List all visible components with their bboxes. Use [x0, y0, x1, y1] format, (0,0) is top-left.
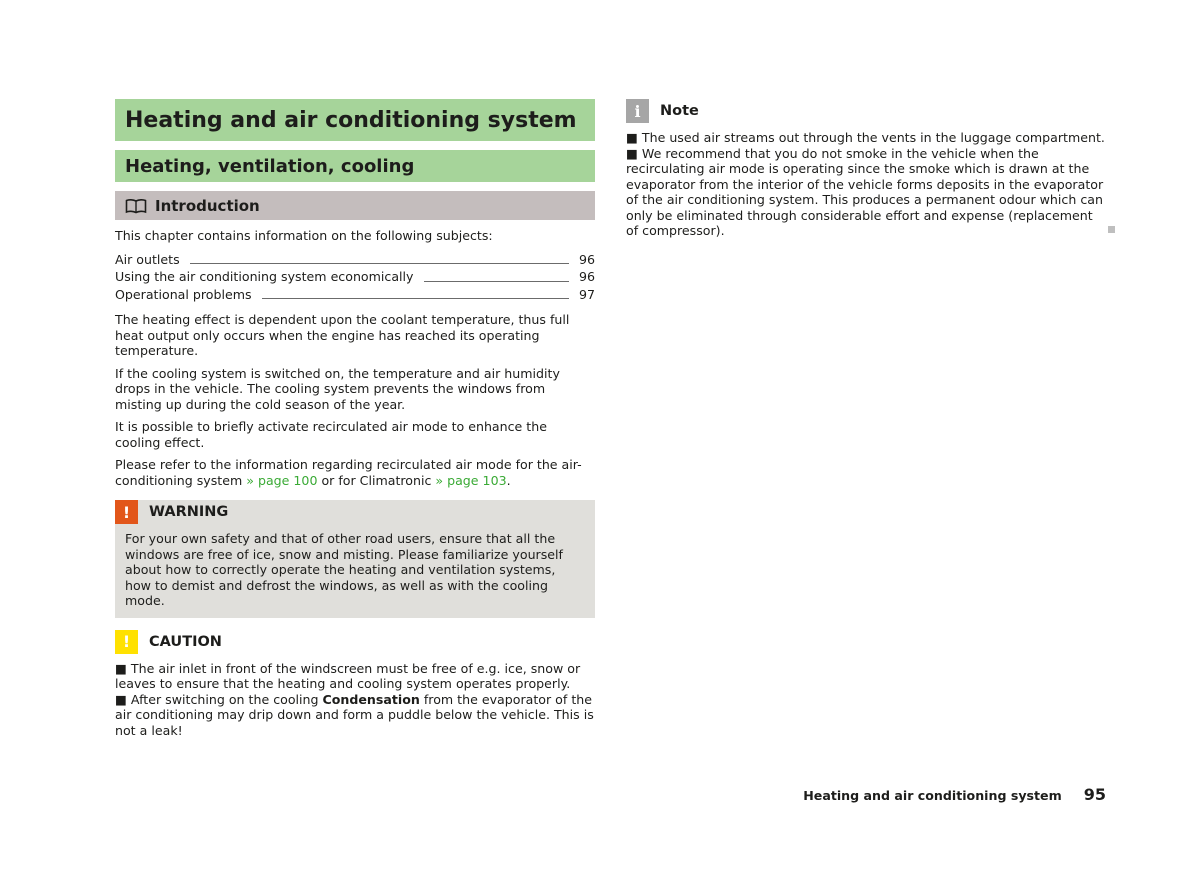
paragraph: It is possible to briefly activate recirculated air mode to enhance the cooling effect.: [115, 419, 547, 450]
caution-item: [115, 692, 595, 739]
note-item: ■ We recommend that you do not smoke in the vehicle when the recirculating air mode is operating since the smoke which is drawn at the evaporator from the interior of the vehicle forms deposits in the evaporator of the air conditioning system. This produces a permanent odour which can only be eliminated through considerable effort and expense (replacement of compressor).: [626, 145, 1104, 238]
book-icon: [125, 198, 147, 214]
warning-icon: !: [115, 500, 138, 524]
note-item: ■ The used air streams out through the vents in the luggage compartment.: [626, 130, 1105, 145]
intro-text: This chapter contains information on the following subjects:: [115, 228, 493, 243]
subsection-title: Introduction: [155, 196, 260, 215]
toc-label: Using the air conditioning system economically: [115, 269, 414, 284]
page-link[interactable]: » page 103: [435, 472, 507, 488]
subsection-introduction: [115, 191, 595, 220]
warning-box: [115, 500, 595, 618]
refer-paragraph: [115, 457, 595, 488]
caution-item-bold: Condensation: [322, 691, 420, 707]
warning-title: WARNING: [149, 504, 229, 520]
refer-text: Please refer to the information regarding recirculated air mode for the air-conditioning system: [115, 457, 582, 488]
chapter-title: Heating and air conditioning system: [115, 99, 595, 141]
refer-text: .: [506, 472, 511, 488]
toc-leader: [424, 281, 570, 282]
page-number: 95: [1083, 785, 1106, 804]
caution-title: CAUTION: [149, 633, 222, 650]
caution-item-text: from the evaporator of the air conditioning may drip down and form a puddle below the vehicle. This is not a leak!: [115, 691, 594, 738]
warning-header: [115, 500, 595, 524]
toc-row[interactable]: [115, 251, 595, 269]
toc-leader: [190, 263, 569, 264]
toc-leader: [262, 298, 569, 299]
caution-item-text: ■ After switching on the cooling: [115, 691, 323, 707]
toc-page: 96: [579, 269, 596, 284]
footer-title: Heating and air conditioning system: [803, 788, 1062, 803]
warning-text: For your own safety and that of other road users, ensure that all the windows are free of ice, snow and misting. Please familiarize yourself about how to correctly operate the heating and ventilation systems, how to demist and defrost the windows, as well as with the cooling mode.: [125, 531, 563, 608]
toc-row[interactable]: [115, 286, 595, 304]
info-icon: i: [626, 99, 649, 123]
toc-page: 96: [579, 251, 596, 267]
page-footer: [0, 785, 1106, 804]
toc: [115, 251, 595, 304]
note-text: [626, 130, 1106, 239]
refer-text: or for Climatronic: [317, 472, 436, 488]
caution-item: ■ The air inlet in front of the windscreen must be free of e.g. ice, snow or leaves to ensure that the heating and cooling system operates properly.: [115, 660, 581, 691]
page-link[interactable]: » page 100: [246, 472, 318, 488]
note-header: [626, 99, 1106, 123]
paragraph: If the cooling system is switched on, the temperature and air humidity drops in the vehicle. The cooling system prevents the windows from misting up during the cold season of the year.: [115, 365, 560, 412]
caution-text: [115, 661, 595, 739]
left-column: [115, 99, 595, 738]
right-column: [626, 99, 1106, 239]
paragraph: The heating effect is dependent upon the coolant temperature, thus full heat output only occurs when the engine has reached its operating temperature.: [115, 312, 570, 358]
caution-icon: !: [115, 630, 138, 654]
section-end-marker: [1108, 226, 1115, 233]
note-title: Note: [660, 103, 699, 119]
toc-label: Air outlets: [115, 251, 180, 267]
caution-header: [115, 630, 595, 654]
toc-row[interactable]: [115, 268, 595, 286]
toc-page: 97: [579, 286, 596, 302]
toc-label: Operational problems: [115, 286, 252, 302]
section-title: Heating, ventilation, cooling: [115, 150, 595, 182]
